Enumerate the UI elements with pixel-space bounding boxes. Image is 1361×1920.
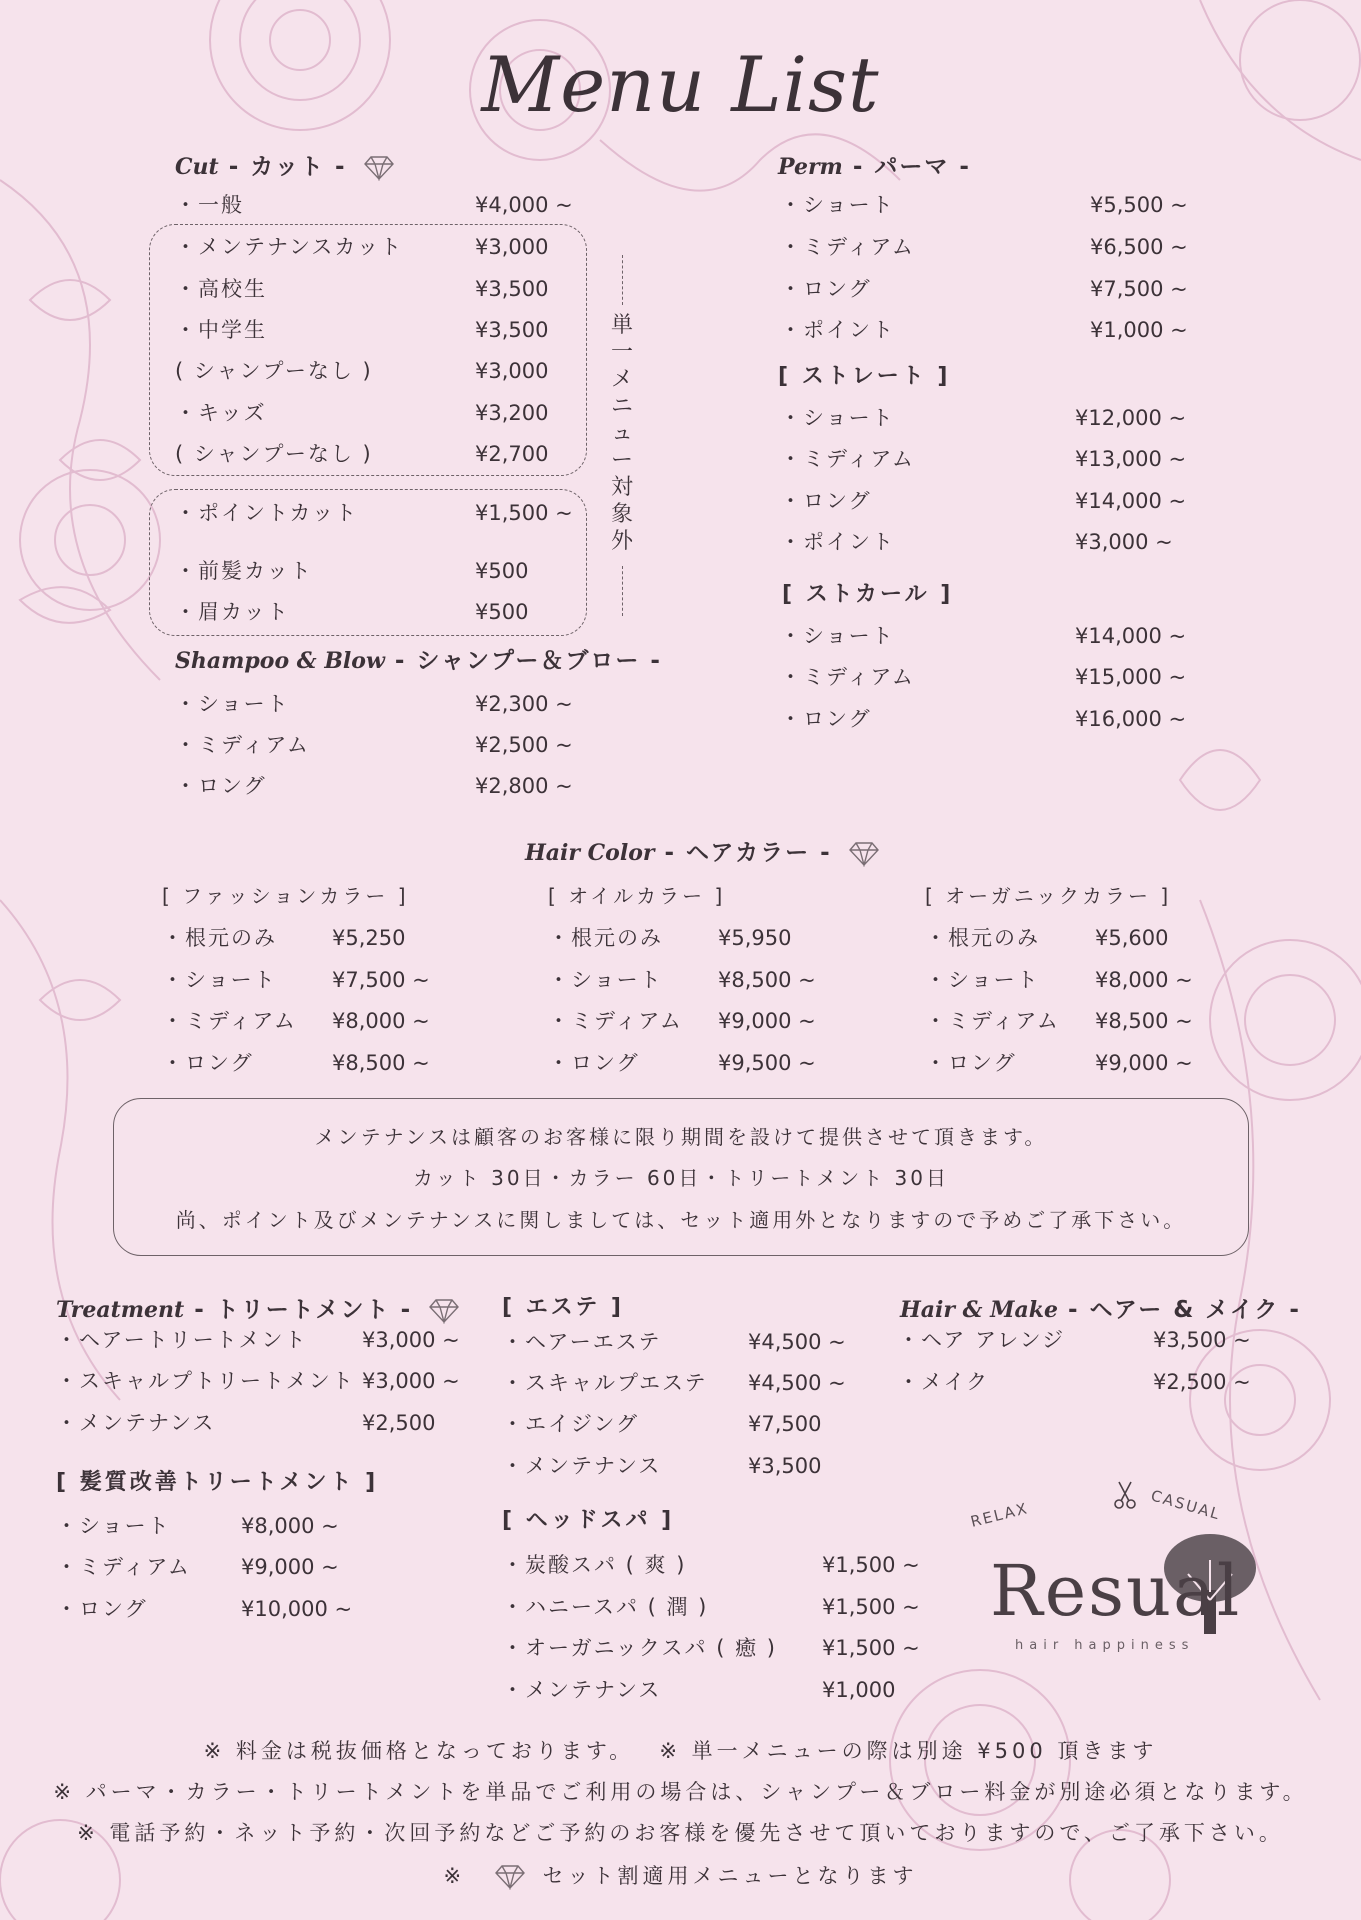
perm-heading-jp: - パーマ - bbox=[852, 154, 971, 180]
cut-heading-en: Cut bbox=[175, 154, 219, 180]
straight-item-price: ¥12,000 ~ bbox=[1075, 406, 1187, 430]
headspa-item-price: ¥1,500 ~ bbox=[822, 1595, 920, 1619]
color-item-price: ¥7,500 ~ bbox=[332, 968, 430, 992]
footer-set-note: セット割適用メニューとなります bbox=[542, 1864, 918, 1888]
cut-item-price: ¥500 bbox=[475, 600, 529, 624]
cut-item-name: ( シャンプーなし ) bbox=[175, 442, 373, 466]
color-column-label: [ ファッションカラー ] bbox=[162, 884, 409, 908]
headspa-item-price: ¥1,000 bbox=[822, 1678, 896, 1702]
perm-item-price: ¥7,500 ~ bbox=[1090, 277, 1188, 301]
diamond-icon bbox=[363, 155, 395, 181]
scurl-item-name: ・ロング bbox=[780, 707, 872, 731]
color-column-label: [ オイルカラー ] bbox=[548, 884, 726, 908]
color-item-name: ・ロング bbox=[548, 1051, 640, 1075]
hairmake-heading-en: Hair & Make bbox=[900, 1297, 1059, 1323]
headspa-item-price: ¥1,500 ~ bbox=[822, 1553, 920, 1577]
color-item-name: ・根元のみ bbox=[162, 926, 277, 950]
cut-item-price: ¥2,700 bbox=[475, 442, 549, 466]
cut-heading bbox=[175, 148, 395, 181]
improve-item-name: ・ショート bbox=[56, 1514, 171, 1538]
esthe-item-name: ・エイジング bbox=[502, 1412, 640, 1436]
treatment-item-price: ¥2,500 bbox=[362, 1411, 436, 1435]
logo-arc-left: RELAX bbox=[968, 1499, 1031, 1531]
footer-mark: ※ bbox=[443, 1864, 466, 1888]
treatment-item-price: ¥3,000 ~ bbox=[362, 1369, 460, 1393]
footer-line-2: ※ パーマ・カラー・トリートメントを単品でご利用の場合は、シャンプー＆ブロー料金が別途必須となります。 bbox=[53, 1780, 1308, 1804]
improve-item-price: ¥8,000 ~ bbox=[241, 1514, 339, 1538]
vertical-dash-top bbox=[622, 255, 623, 305]
color-item-price: ¥8,500 ~ bbox=[1095, 1009, 1193, 1033]
scurl-item-price: ¥16,000 ~ bbox=[1075, 707, 1187, 731]
perm-item-price: ¥6,500 ~ bbox=[1090, 235, 1188, 259]
headspa-label: [ ヘッドスパ ] bbox=[502, 1508, 675, 1533]
straight-item-price: ¥14,000 ~ bbox=[1075, 489, 1187, 513]
color-item-name: ・ロング bbox=[925, 1051, 1017, 1075]
color-item-price: ¥5,600 bbox=[1095, 926, 1169, 950]
scurl-item-price: ¥14,000 ~ bbox=[1075, 624, 1187, 648]
shampoo-heading-jp: - シャンプー＆ブロー - bbox=[394, 648, 662, 674]
hairmake-heading bbox=[900, 1291, 1301, 1324]
color-item-name: ・ショート bbox=[162, 968, 277, 992]
headspa-item-name: ・炭酸スパ ( 爽 ) bbox=[502, 1553, 687, 1577]
scurl-item-name: ・ショート bbox=[780, 624, 895, 648]
treatment-heading-jp: - トリートメント - bbox=[194, 1297, 413, 1323]
improve-item-price: ¥9,000 ~ bbox=[241, 1555, 339, 1579]
logo-name: Resual bbox=[990, 1550, 1242, 1632]
color-item-price: ¥9,500 ~ bbox=[718, 1051, 816, 1075]
cut-item-price: ¥3,500 bbox=[475, 277, 549, 301]
improve-item-price: ¥10,000 ~ bbox=[241, 1597, 353, 1621]
cut-item-name: ・前髪カット bbox=[175, 559, 313, 583]
color-item-name: ・ミディアム bbox=[162, 1009, 297, 1033]
scissors-icon bbox=[1112, 1480, 1138, 1510]
color-item-price: ¥9,000 ~ bbox=[718, 1009, 816, 1033]
cut-item-price: ¥4,000 ~ bbox=[475, 193, 573, 217]
improve-item-name: ・ロング bbox=[56, 1597, 148, 1621]
diamond-icon bbox=[428, 1298, 460, 1324]
footer-line-4 bbox=[0, 1860, 1361, 1890]
color-item-name: ・根元のみ bbox=[548, 926, 663, 950]
color-item-price: ¥8,000 ~ bbox=[332, 1009, 430, 1033]
esthe-item-name: ・ヘアーエステ bbox=[502, 1330, 662, 1354]
esthe-item-price: ¥7,500 bbox=[748, 1412, 822, 1436]
vertical-note: 単一メニュー対象外 bbox=[610, 313, 633, 554]
color-item-price: ¥8,000 ~ bbox=[1095, 968, 1193, 992]
shampoo-item-name: ・ロング bbox=[175, 774, 267, 798]
cut-item-name: ( シャンプーなし ) bbox=[175, 359, 373, 383]
color-item-price: ¥8,500 ~ bbox=[718, 968, 816, 992]
esthe-item-name: ・メンテナンス bbox=[502, 1454, 662, 1478]
color-heading-en: Hair Color bbox=[525, 840, 655, 866]
logo-tagline: hair happiness bbox=[1015, 1638, 1195, 1653]
straight-item-name: ・ロング bbox=[780, 489, 872, 513]
straight-item-price: ¥13,000 ~ bbox=[1075, 447, 1187, 471]
perm-item-name: ・ポイント bbox=[780, 318, 895, 342]
shampoo-item-price: ¥2,800 ~ bbox=[475, 774, 573, 798]
straight-item-price: ¥3,000 ~ bbox=[1075, 530, 1173, 554]
color-item-name: ・ショート bbox=[925, 968, 1040, 992]
straight-item-name: ・ミディアム bbox=[780, 447, 915, 471]
page-title: Menu List bbox=[481, 40, 880, 129]
treatment-item-name: ・スキャルプトリートメント bbox=[56, 1369, 355, 1393]
perm-item-price: ¥1,000 ~ bbox=[1090, 318, 1188, 342]
cut-item-name: ・眉カット bbox=[175, 600, 290, 624]
esthe-item-name: ・スキャルプエステ bbox=[502, 1371, 708, 1395]
cut-item-name: ・ポイントカット bbox=[175, 501, 359, 525]
cut-item-name: ・高校生 bbox=[175, 277, 267, 301]
shampoo-item-price: ¥2,500 ~ bbox=[475, 733, 573, 757]
headspa-item-name: ・ハニースパ ( 潤 ) bbox=[502, 1595, 709, 1619]
vertical-dash-bottom bbox=[622, 566, 623, 616]
treatment-item-name: ・メンテナンス bbox=[56, 1411, 216, 1435]
hairmake-item-name: ・ヘア アレンジ bbox=[898, 1328, 1066, 1352]
straight-item-name: ・ポイント bbox=[780, 530, 895, 554]
cut-item-price: ¥3,500 bbox=[475, 318, 549, 342]
improve-label: [ 髪質改善トリートメント ] bbox=[56, 1470, 379, 1495]
cut-item-price: ¥3,000 bbox=[475, 235, 549, 259]
color-item-price: ¥9,000 ~ bbox=[1095, 1051, 1193, 1075]
color-item-name: ・ミディアム bbox=[548, 1009, 683, 1033]
notice-box bbox=[113, 1098, 1249, 1256]
headspa-item-name: ・メンテナンス bbox=[502, 1678, 662, 1702]
esthe-item-price: ¥3,500 bbox=[748, 1454, 822, 1478]
hairmake-item-price: ¥2,500 ~ bbox=[1153, 1370, 1251, 1394]
color-item-price: ¥8,500 ~ bbox=[332, 1051, 430, 1075]
treatment-item-price: ¥3,000 ~ bbox=[362, 1328, 460, 1352]
hairmake-item-name: ・メイク bbox=[898, 1370, 990, 1394]
perm-item-name: ・ロング bbox=[780, 277, 872, 301]
scurl-item-name: ・ミディアム bbox=[780, 665, 915, 689]
color-item-name: ・ロング bbox=[162, 1051, 254, 1075]
logo-arc-right: CASUAL bbox=[1148, 1486, 1223, 1524]
notice-line-2: カット 30日・カラー 60日・トリートメント 30日 bbox=[412, 1166, 950, 1190]
shampoo-item-name: ・ショート bbox=[175, 692, 290, 716]
hairmake-item-price: ¥3,500 ~ bbox=[1153, 1328, 1251, 1352]
shampoo-item-name: ・ミディアム bbox=[175, 733, 310, 757]
cut-item-name: ・メンテナンスカット bbox=[175, 235, 404, 259]
color-item-price: ¥5,250 bbox=[332, 926, 406, 950]
perm-item-name: ・ショート bbox=[780, 193, 895, 217]
cut-heading-jp: - カット - bbox=[228, 154, 347, 180]
cut-item-name: ・中学生 bbox=[175, 318, 267, 342]
perm-heading bbox=[778, 148, 971, 181]
color-heading-jp: - ヘアカラー - bbox=[664, 840, 832, 866]
color-heading bbox=[525, 834, 880, 867]
cut-item-price: ¥3,000 bbox=[475, 359, 549, 383]
diamond-icon bbox=[848, 841, 880, 867]
cut-item-price: ¥3,200 bbox=[475, 401, 549, 425]
esthe-item-price: ¥4,500 ~ bbox=[748, 1330, 846, 1354]
perm-item-price: ¥5,500 ~ bbox=[1090, 193, 1188, 217]
shampoo-item-price: ¥2,300 ~ bbox=[475, 692, 573, 716]
cut-item-price: ¥1,500 ~ bbox=[475, 501, 573, 525]
shampoo-heading-en: Shampoo & Blow bbox=[175, 648, 385, 674]
headspa-item-price: ¥1,500 ~ bbox=[822, 1636, 920, 1660]
cut-item-price: ¥500 bbox=[475, 559, 529, 583]
esthe-item-price: ¥4,500 ~ bbox=[748, 1371, 846, 1395]
straight-label: [ ストレート ] bbox=[778, 364, 951, 389]
treatment-item-name: ・ヘアートリートメント bbox=[56, 1328, 308, 1352]
notice-line-1: メンテナンスは顧客のお客様に限り期間を設けて提供させて頂きます。 bbox=[314, 1125, 1048, 1149]
cut-item-name: ・キッズ bbox=[175, 401, 267, 425]
treatment-heading-en: Treatment bbox=[56, 1297, 185, 1323]
improve-item-name: ・ミディアム bbox=[56, 1555, 191, 1579]
scurl-label: [ ストカール ] bbox=[782, 582, 954, 607]
color-item-name: ・ショート bbox=[548, 968, 663, 992]
color-item-name: ・ミディアム bbox=[925, 1009, 1060, 1033]
footer-line-1: ※ 料金は税抜価格となっております。 ※ 単一メニューの際は別途 ¥500 頂きます bbox=[203, 1739, 1158, 1763]
straight-item-name: ・ショート bbox=[780, 406, 895, 430]
color-item-price: ¥5,950 bbox=[718, 926, 792, 950]
esthe-label: [ エステ ] bbox=[502, 1295, 624, 1320]
perm-heading-en: Perm bbox=[778, 154, 843, 180]
notice-line-3: 尚、ポイント及びメンテナンスに関しましては、セット適用外となりますので予めご了承下さい。 bbox=[175, 1208, 1187, 1232]
perm-item-name: ・ミディアム bbox=[780, 235, 915, 259]
color-item-name: ・根元のみ bbox=[925, 926, 1040, 950]
cut-item-name: ・一般 bbox=[175, 193, 244, 217]
scurl-item-price: ¥15,000 ~ bbox=[1075, 665, 1187, 689]
diamond-icon bbox=[494, 1864, 526, 1890]
shampoo-heading bbox=[175, 642, 662, 675]
treatment-heading bbox=[56, 1291, 460, 1324]
color-column-label: [ オーガニックカラー ] bbox=[925, 884, 1172, 908]
footer-line-3: ※ 電話予約・ネット予約・次回予約などご予約のお客様を優先させて頂いておりますので、ご了承下さい。 bbox=[77, 1821, 1284, 1845]
hairmake-heading-jp: - ヘアー & メイク - bbox=[1068, 1297, 1301, 1323]
headspa-item-name: ・オーガニックスパ ( 癒 ) bbox=[502, 1636, 777, 1660]
